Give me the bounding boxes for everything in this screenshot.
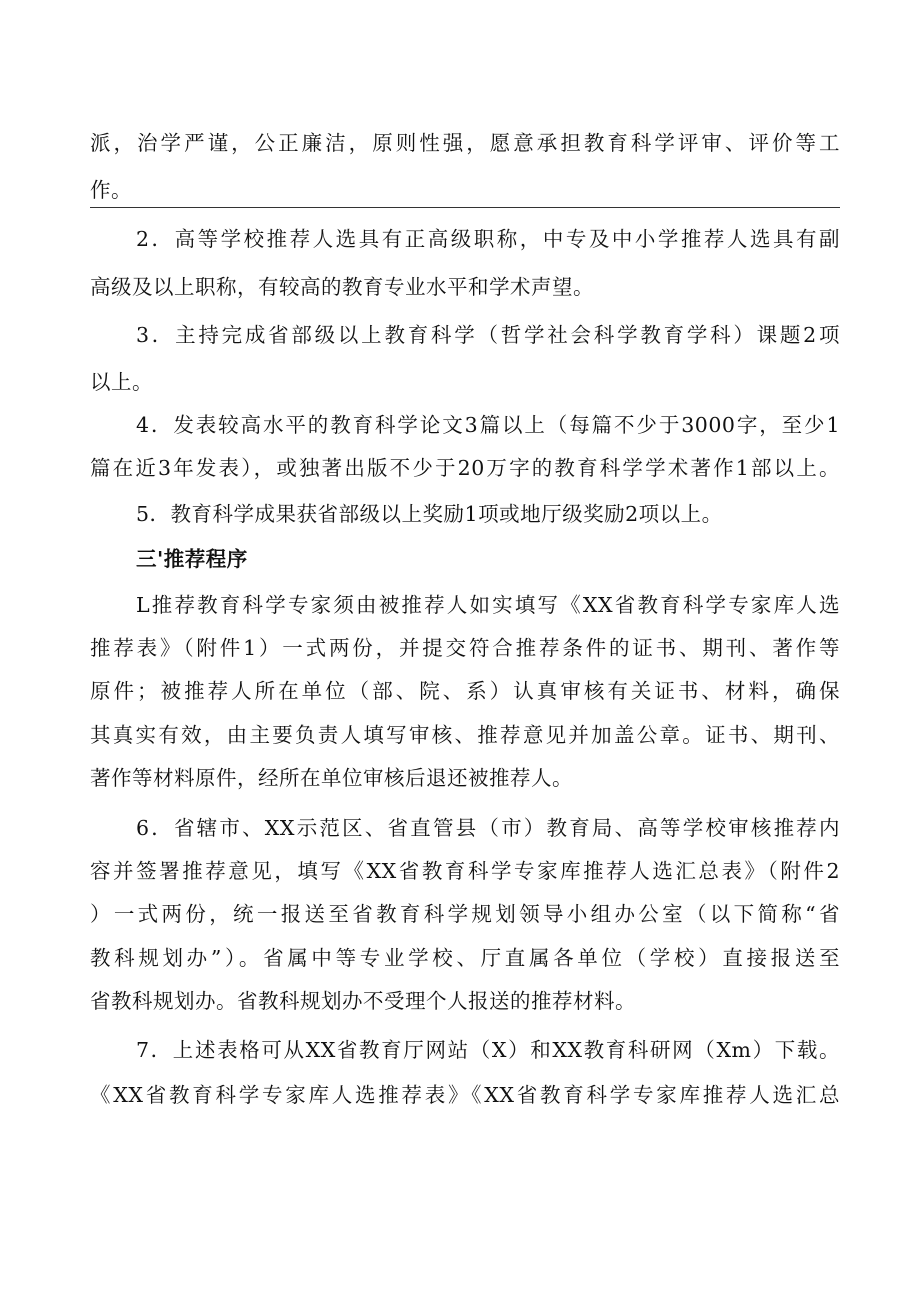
text-line: 容并签署推荐意见，填写《XX省教育科学专家库推荐人选汇总表》（附件2 bbox=[90, 859, 840, 883]
text-line: 《XX省教育科学专家库人选推荐表》《XX省教育科学专家库推荐人选汇总 bbox=[90, 1083, 840, 1107]
text-line: 5．教育科学成果获省部级以上奖励1项或地厅级奖励2项以上。 bbox=[136, 502, 723, 526]
text-line: 教科规划办”）。省属中等专业学校、厅直属各单位（学校）直接报送至 bbox=[90, 946, 840, 970]
text-line: 省教科规划办。省教科规划办不受理个人报送的推荐材料。 bbox=[90, 989, 636, 1013]
text-line: 原件；被推荐人所在单位（部、院、系）认真审核有关证书、材料，确保 bbox=[90, 679, 840, 703]
text-line: 3．主持完成省部级以上教育科学（哲学社会科学教育学科）课题2项 bbox=[136, 323, 840, 347]
text-line: 2．高等学校推荐人选具有正高级职称，中专及中小学推荐人选具有副 bbox=[136, 227, 840, 251]
horizontal-divider bbox=[90, 207, 840, 208]
text-line: 高级及以上职称，有较高的教育专业水平和学术声望。 bbox=[90, 275, 594, 299]
text-line: 6．省辖市、XX示范区、省直管县（市）教育局、高等学校审核推荐内 bbox=[136, 816, 840, 840]
text-line: L推荐教育科学专家须由被推荐人如实填写《XX省教育科学专家库人选 bbox=[136, 593, 840, 617]
section-heading: 三'推荐程序 bbox=[136, 547, 248, 571]
text-line: ）一式两份，统一报送至省教育科学规划领导小组办公室（以下简称“省 bbox=[90, 902, 840, 926]
text-line: 著作等材料原件，经所在单位审核后退还被推荐人。 bbox=[90, 766, 573, 790]
text-line: 派，治学严谨，公正廉洁，原则性强，愿意承担教育科学评审、评价等工 bbox=[90, 131, 840, 155]
text-line: 4．发表较高水平的教育科学论文3篇以上（每篇不少于3000字，至少1 bbox=[136, 413, 840, 437]
text-line: 其真实有效，由主要负责人填写审核、推荐意见并加盖公章。证书、期刊、 bbox=[90, 723, 840, 747]
text-line: 推荐表》（附件1）一式两份，并提交符合推荐条件的证书、期刊、著作等 bbox=[90, 636, 840, 660]
text-line: 篇在近3年发表），或独著出版不少于20万字的教育科学学术著作1部以上。 bbox=[90, 456, 840, 480]
text-line: 作。 bbox=[90, 178, 132, 202]
text-line: 以上。 bbox=[90, 370, 153, 394]
text-line: 7．上述表格可从XX省教育厅网站（X）和XX教育科研网（Xm）下载。 bbox=[136, 1038, 840, 1062]
